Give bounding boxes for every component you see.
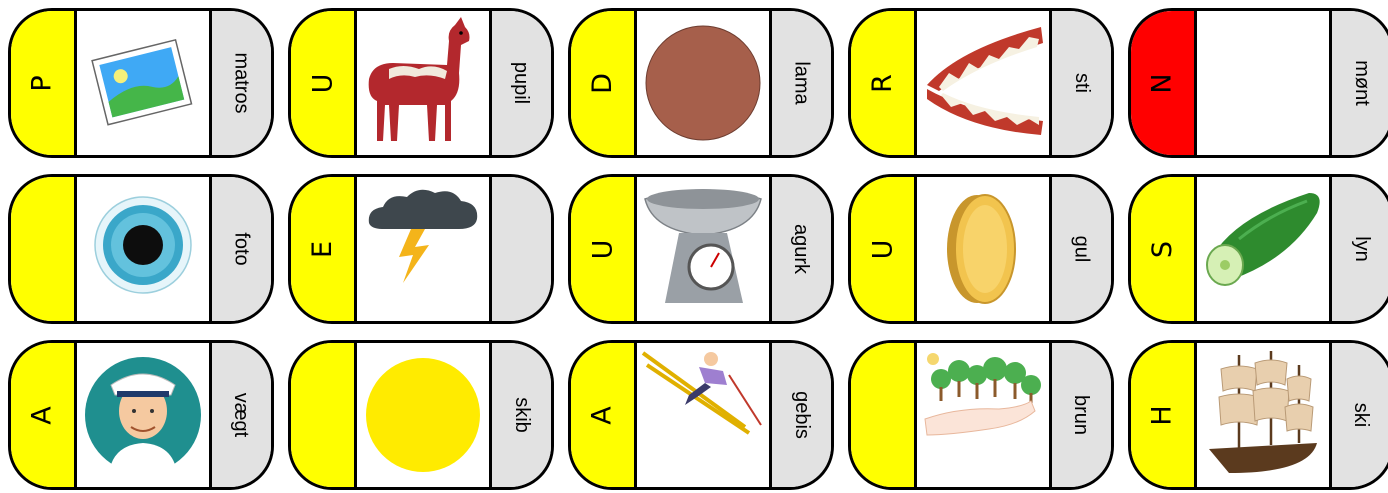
card-letter: H xyxy=(1147,404,1178,426)
card-letter: A xyxy=(586,405,618,425)
card-picture xyxy=(357,343,489,487)
card-picture xyxy=(637,177,769,321)
photo-icon xyxy=(79,13,207,153)
card-picture xyxy=(917,177,1049,321)
domino-card xyxy=(568,8,834,158)
card-letter-panel xyxy=(11,11,77,155)
card-word-panel xyxy=(489,11,551,155)
llama-icon xyxy=(359,13,487,153)
card-picture xyxy=(1197,11,1329,155)
card-letter-panel xyxy=(571,343,637,487)
card-picture xyxy=(77,177,209,321)
card-word-panel xyxy=(489,177,551,321)
domino-card xyxy=(848,174,1114,324)
card-word-panel xyxy=(209,343,271,487)
dentures-icon xyxy=(919,13,1047,153)
card-word: agurk xyxy=(790,223,813,275)
domino-card xyxy=(8,8,274,158)
card-word-panel xyxy=(769,177,831,321)
card-word-panel xyxy=(1329,11,1388,155)
card-letter: D xyxy=(586,72,618,94)
card-letter: R xyxy=(866,73,898,93)
card-word: mønt xyxy=(1350,60,1373,106)
card-letter: N xyxy=(1146,72,1178,94)
domino-card xyxy=(288,8,554,158)
card-letter-panel xyxy=(1131,343,1197,487)
card-letter: E xyxy=(307,240,338,258)
card-picture xyxy=(1197,177,1329,321)
card-picture xyxy=(637,11,769,155)
card-picture xyxy=(357,177,489,321)
card-word-panel xyxy=(769,11,831,155)
eye-icon xyxy=(79,179,207,319)
card-letter: A xyxy=(26,405,58,425)
card-letter-panel xyxy=(291,343,357,487)
card-word: gebis xyxy=(790,391,813,439)
card-word: lama xyxy=(790,61,813,105)
domino-card xyxy=(288,340,554,490)
card-word: pupil xyxy=(510,61,533,105)
sailing-ship-icon xyxy=(1199,345,1327,485)
domino-card xyxy=(848,340,1114,490)
card-word-panel xyxy=(1329,343,1388,487)
brown-circle-icon xyxy=(639,13,767,153)
card-letter-panel xyxy=(291,11,357,155)
card-word: skib xyxy=(510,397,533,433)
sailor-icon xyxy=(79,345,207,485)
lightning-cloud-icon xyxy=(359,179,487,319)
card-word: matros xyxy=(230,52,253,114)
card-picture xyxy=(357,11,489,155)
card-letter-panel xyxy=(11,343,77,487)
card-word-panel xyxy=(209,11,271,155)
card-word: vægt xyxy=(230,392,253,438)
gold-coin-icon xyxy=(919,179,1047,319)
card-letter-panel xyxy=(11,177,77,321)
domino-card xyxy=(8,340,274,490)
card-picture xyxy=(77,11,209,155)
card-letter: U xyxy=(586,239,618,259)
card-word: gul xyxy=(1070,235,1093,263)
card-picture xyxy=(637,343,769,487)
domino-card xyxy=(1128,174,1388,324)
card-picture xyxy=(1197,343,1329,487)
card-letter: P xyxy=(26,74,58,92)
card-letter: S xyxy=(1146,240,1178,258)
card-picture xyxy=(77,343,209,487)
card-letter-panel xyxy=(851,343,917,487)
forest-path-icon xyxy=(919,345,1047,485)
card-word-panel xyxy=(209,177,271,321)
domino-card xyxy=(568,174,834,324)
card-word: brun xyxy=(1070,394,1093,436)
card-word: ski xyxy=(1350,402,1373,428)
cucumber-icon xyxy=(1199,179,1327,319)
card-word: lyn xyxy=(1350,236,1373,262)
card-letter-panel xyxy=(571,11,637,155)
domino-card xyxy=(1128,340,1388,490)
card-word: foto xyxy=(230,232,253,266)
card-letter-panel xyxy=(851,11,917,155)
card-letter-panel xyxy=(851,177,917,321)
card-letter-panel xyxy=(1131,177,1197,321)
domino-card xyxy=(848,8,1114,158)
domino-card xyxy=(1128,8,1388,158)
card-word-panel xyxy=(1049,11,1111,155)
card-picture xyxy=(917,11,1049,155)
card-word-panel xyxy=(1329,177,1388,321)
domino-card xyxy=(568,340,834,490)
card-letter-panel xyxy=(1131,11,1197,155)
yellow-circle-icon xyxy=(359,345,487,485)
card-word-panel xyxy=(1049,343,1111,487)
card-letter-panel xyxy=(291,177,357,321)
card-letter: U xyxy=(306,73,338,93)
kitchen-scale-icon xyxy=(639,179,767,319)
card-picture xyxy=(917,343,1049,487)
domino-card xyxy=(288,174,554,324)
card-word-panel xyxy=(489,343,551,487)
card-letter: U xyxy=(866,239,898,259)
card-word: sti xyxy=(1070,73,1093,93)
card-word-panel xyxy=(1049,177,1111,321)
card-letter-panel xyxy=(571,177,637,321)
card-word-panel xyxy=(769,343,831,487)
skier-icon xyxy=(639,345,767,485)
domino-card xyxy=(8,174,274,324)
